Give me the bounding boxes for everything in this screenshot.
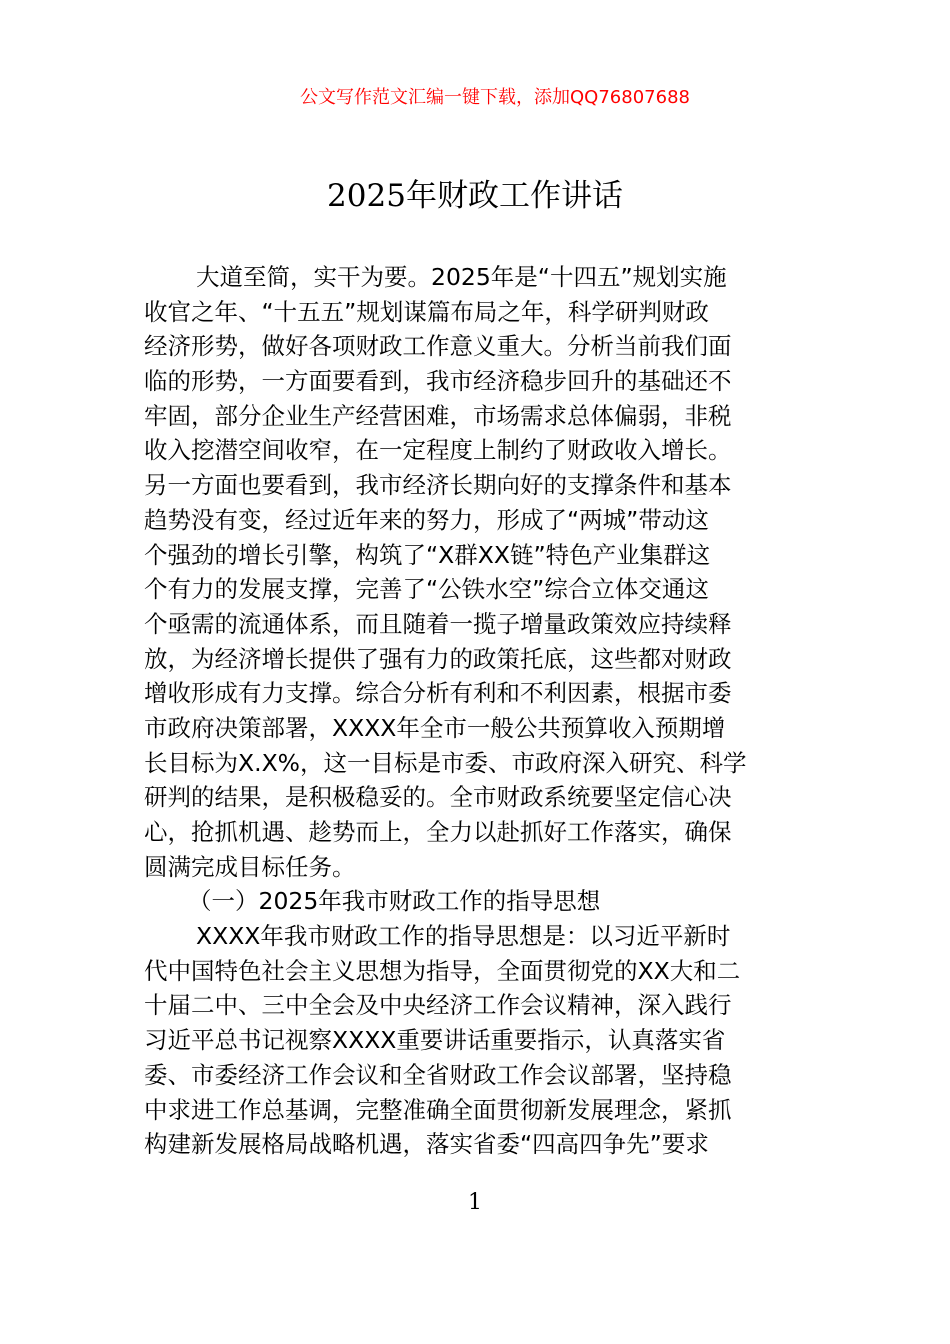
document-title: 2025年财政工作讲话 — [327, 178, 623, 214]
body-line: 收入挖潜空间收窄，在一定程度上制约了财政收入增长。 — [144, 436, 732, 465]
body-line: 个有力的发展支撑，完善了“公铁水空”综合立体交通这 — [144, 575, 709, 604]
body-line: 大道至简，实干为要。2025年是“十四五”规划实施 — [196, 263, 727, 291]
body-line: 圆满完成目标任务。 — [144, 852, 356, 881]
body-line: 十届二中、三中全会及中央经济工作会议精神，深入践行 — [144, 991, 732, 1020]
body-line: 个强劲的增长引擎，构筑了“X群XX链”特色产业集群这 — [144, 540, 711, 569]
body-line: 收官之年、“十五五”规划谋篇布局之年，科学研判财政 — [144, 297, 709, 326]
body-line: 牢固，部分企业生产经营困难，市场需求总体偏弱，非税 — [144, 401, 732, 430]
body-line: 放，为经济增长提供了强有力的政策托底，这些都对财政 — [144, 644, 732, 673]
body-line: 临的形势，一方面要看到，我市经济稳步回升的基础还不 — [144, 367, 732, 396]
body-line: 代中国特色社会主义思想为指导，全面贯彻党的XX大和二 — [144, 956, 741, 985]
body-line: 长目标为X.X%，这一目标是市委、市政府深入研究、科学 — [144, 748, 747, 777]
body-line: 构建新发展格局战略机遇，落实省委“四高四争先”要求 — [144, 1130, 709, 1159]
download-banner: 公文写作范文汇编一键下载，添加QQ76807688 — [300, 87, 690, 108]
body-line: 个亟需的流通体系，而且随着一揽子增量政策效应持续释 — [144, 609, 732, 638]
body-line: 心，抢抓机遇、趁势而上，全力以赴抓好工作落实，确保 — [144, 818, 732, 846]
body-line: 习近平总书记视察XXXX重要讲话重要指示，认真落实省 — [144, 1026, 726, 1055]
page-number: 1 — [468, 1190, 482, 1215]
section-heading: （一）2025年我市财政工作的指导思想 — [188, 887, 601, 916]
body-line: 委、市委经济工作会议和全省财政工作会议部署，坚持稳 — [144, 1060, 732, 1089]
body-line: 研判的结果，是积极稳妥的。全市财政系统要坚定信心决 — [144, 783, 732, 812]
body-line: XXXX年我市财政工作的指导思想是：以习近平新时 — [196, 922, 731, 951]
body-line: 趋势没有变，经过近年来的努力，形成了“两城”带动这 — [144, 505, 709, 534]
body-line: 中求进工作总基调，完整准确全面贯彻新发展理念，紧抓 — [144, 1095, 732, 1124]
body-line: 增收形成有力支撑。综合分析有利和不利因素，根据市委 — [144, 679, 732, 708]
document-body — [144, 260, 814, 1162]
body-line: 另一方面也要看到，我市经济长期向好的支撑条件和基本 — [144, 471, 732, 500]
body-line: 经济形势，做好各项财政工作意义重大。分析当前我们面 — [144, 332, 732, 361]
body-line: 市政府决策部署，XXXX年全市一般公共预算收入预期增 — [144, 713, 726, 742]
